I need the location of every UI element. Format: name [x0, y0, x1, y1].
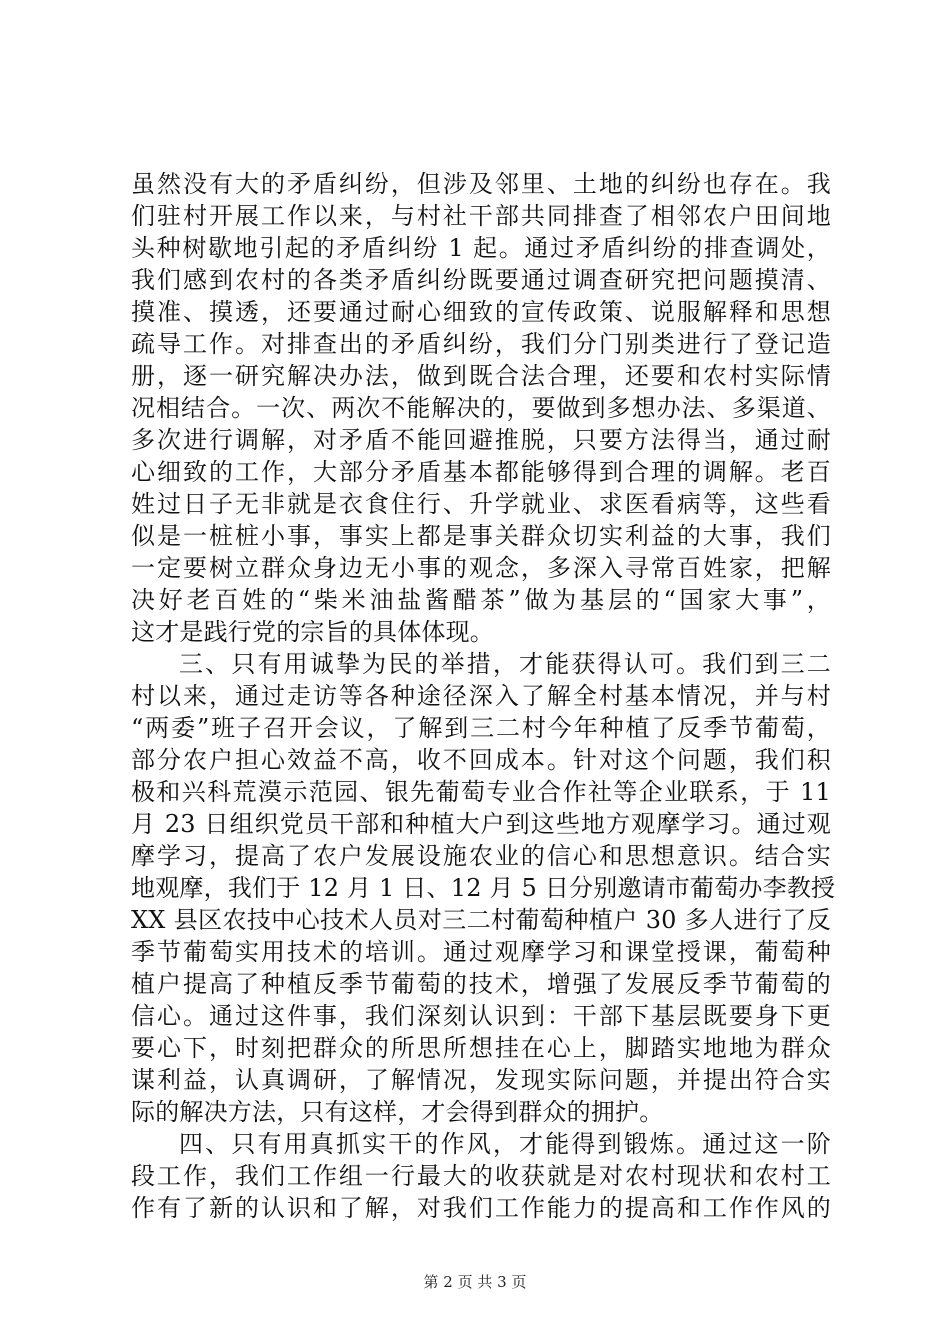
- text-line: 一定要树立群众身边无小事的观念，多深入寻常百姓家，把解: [131, 554, 831, 582]
- text-line: 信心。通过这件事，我们深刻认识到：干部下基层既要身下更: [131, 1002, 831, 1030]
- body-text: [131, 168, 836, 1224]
- text-line: 们驻村开展工作以来，与村社干部共同排查了相邻农户田间地: [131, 202, 831, 230]
- text-line: 头种树歇地引起的矛盾纠纷 1 起。通过矛盾纠纷的排查调处，: [131, 234, 831, 262]
- text-line: 季节葡萄实用技术的培训。通过观摩学习和课堂授课，葡萄种: [131, 938, 831, 966]
- text-line: 际的解决方法，只有这样，才会得到群众的拥护。: [131, 1098, 664, 1126]
- section-heading-line: 三、只有用诚挚为民的举措，才能获得认可。我们到三二: [179, 650, 831, 678]
- text-line: XX 县区农技中心技术人员对三二村葡萄种植户 30 多人进行了反: [131, 906, 831, 934]
- text-line: 极和兴科荒漠示范园、银先葡萄专业合作社等企业联系，于 11: [131, 778, 831, 806]
- text-line: 部分农户担心效益不高，收不回成本。针对这个问题，我们积: [131, 746, 831, 774]
- text-line: 疏导工作。对排查出的矛盾纠纷，我们分门别类进行了登记造: [131, 330, 831, 358]
- text-line: 作有了新的认识和了解，对我们工作能力的提高和工作作风的: [131, 1194, 831, 1222]
- text-line: 册，逐一研究解决办法，做到既合法合理，还要和农村实际情: [131, 362, 831, 390]
- text-line: 心细致的工作，大部分矛盾基本都能够得到合理的调解。老百: [131, 458, 831, 486]
- section-heading-line: 四、只有用真抓实干的作风，才能得到锻炼。通过这一阶: [179, 1130, 831, 1158]
- text-line: 地观摩，我们于 12 月 1 日、12 月 5 日分别邀请市葡萄办李教授: [131, 874, 836, 902]
- text-line: 月 23 日组织党员干部和种植大户到这些地方观摩学习。通过观: [131, 810, 831, 838]
- text-line: 况相结合。一次、两次不能解决的，要做到多想办法、多渠道、: [131, 394, 831, 422]
- text-line: 虽然没有大的矛盾纠纷，但涉及邻里、土地的纠纷也存在。我: [131, 170, 831, 198]
- text-line: 姓过日子无非就是衣食住行、升学就业、求医看病等，这些看: [131, 490, 831, 518]
- text-line: 摩学习，提高了农户发展设施农业的信心和思想意识。结合实: [131, 842, 831, 870]
- text-line: 村以来，通过走访等各种途径深入了解全村基本情况，并与村: [131, 682, 831, 710]
- text-line: 要心下，时刻把群众的所思所想挂在心上，脚踏实地地为群众: [131, 1034, 831, 1062]
- text-line: 谋利益，认真调研，了解情况，发现实际问题，并提出符合实: [131, 1066, 831, 1094]
- text-line: 这才是践行党的宗旨的具体体现。: [131, 618, 494, 646]
- page-number-footer: 第 2 页 共 3 页: [423, 1273, 527, 1291]
- text-line: 决好老百姓的“柴米油盐酱醋茶”做为基层的“国家大事”，: [131, 586, 831, 614]
- text-line: 似是一桩桩小事，事实上都是事关群众切实利益的大事，我们: [131, 522, 831, 550]
- text-line: 植户提高了种植反季节葡萄的技术，增强了发展反季节葡萄的: [131, 970, 831, 998]
- text-line: 多次进行调解，对矛盾不能回避推脱，只要方法得当，通过耐: [131, 426, 831, 454]
- text-line: 段工作，我们工作组一行最大的收获就是对农村现状和农村工: [131, 1162, 831, 1190]
- text-line: 我们感到农村的各类矛盾纠纷既要通过调查研究把问题摸清、: [131, 266, 831, 294]
- text-line: “两委”班子召开会议，了解到三二村今年种植了反季节葡萄，: [131, 714, 831, 742]
- text-line: 摸准、摸透，还要通过耐心细致的宣传政策、说服解释和思想: [131, 298, 831, 326]
